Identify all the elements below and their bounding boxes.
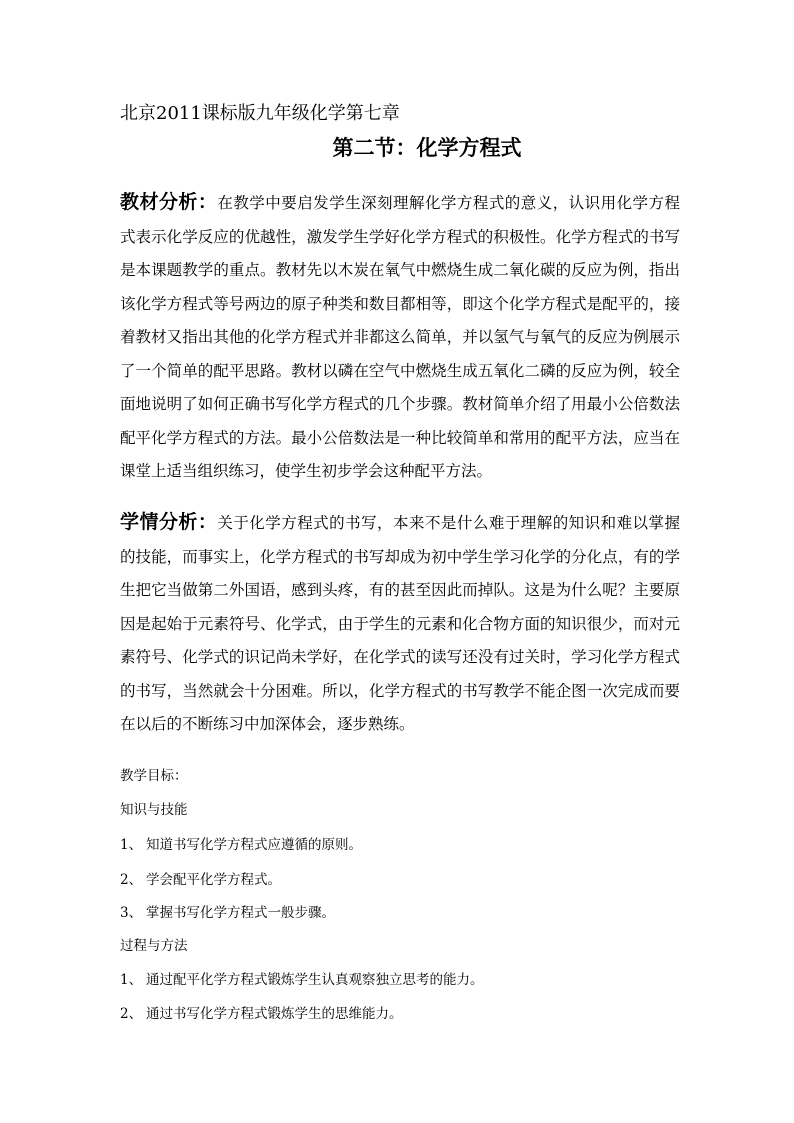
- list-item-text: 知道书写化学方程式应遵循的原则。: [146, 837, 362, 853]
- list-item-number: 1、: [120, 837, 143, 853]
- textbook-analysis-label: 教材分析：: [120, 191, 218, 213]
- textbook-analysis-body: 在教学中要启发学生深刻理解化学方程式的意义，认识用化学方程式表示化学反应的优越性，激发学生学好化学方程式的积极性。化学方程式的书写是本课题教学的重点。教材先以木炭在氧气中燃烧生成二氧化碳的反应为例，指出该化学方程式等号两边的原子种类和数目都相等，即这个化学方程式是配平的，接着教材又指出其他的化学方程式并非都这么简单，并以氢气与氧气的反应为例展示了一个简单的配平思路。教材以磷在空气中燃烧生成五氧化二磷的反应为例，较全面地说明了如何正确书写化学方程式的几个步骤。教材简单介绍了用最小公倍数法配平化学方程式的方法。最小公倍数法是一种比较简单和常用的配平方法，应当在课堂上适当组织练习，使学生初步学会这种配平方法。: [120, 194, 680, 480]
- list-item-number: 2、: [120, 872, 143, 888]
- knowledge-skills-heading: 知识与技能: [120, 802, 188, 818]
- list-item-number: 3、: [120, 905, 143, 921]
- list-item-text: 掌握书写化学方程式一般步骤。: [146, 905, 335, 921]
- list-item-text: 通过配平化学方程式锻炼学生认真观察独立思考的能力。: [146, 972, 484, 988]
- list-item: [120, 835, 362, 855]
- process-methods-heading: 过程与方法: [120, 938, 188, 954]
- list-item: [120, 1004, 403, 1024]
- list-item: [120, 903, 335, 923]
- student-analysis-label: 学情分析：: [120, 511, 218, 533]
- section-title: 第二节：化学方程式: [332, 135, 522, 160]
- objectives-heading: 教学目标：: [120, 768, 188, 784]
- list-item-text: 通过书写化学方程式锻炼学生的思维能力。: [146, 1006, 403, 1022]
- student-analysis-body: 关于化学方程式的书写，本来不是什么难于理解的知识和难以掌握的技能，而事实上，化学方程式的书写却成为初中学生学习化学的分化点，有的学生把它当做第二外国语，感到头疼，有的甚至因此而掉队。这是为什么呢？主要原因是起始于元素符号、化学式，由于学生的元素和化合物方面的知识很少，而对元素符号、化学式的识记尚未学好，在化学式的读写还没有过关时，学习化学方程式的书写，当然就会十分困难。所以，化学方程式的书写教学不能企图一次完成而要在以后的不断练习中加深体会，逐步熟练。: [120, 514, 680, 733]
- textbook-analysis-paragraph: [120, 186, 680, 489]
- list-item: [120, 970, 484, 990]
- document-header: 北京2011课标版九年级化学第七章: [120, 103, 400, 124]
- list-item-number: 2、: [120, 1006, 143, 1022]
- list-item-text: 学会配平化学方程式。: [146, 872, 281, 888]
- list-item-number: 1、: [120, 972, 143, 988]
- list-item: [120, 870, 281, 890]
- student-analysis-paragraph: [120, 506, 680, 742]
